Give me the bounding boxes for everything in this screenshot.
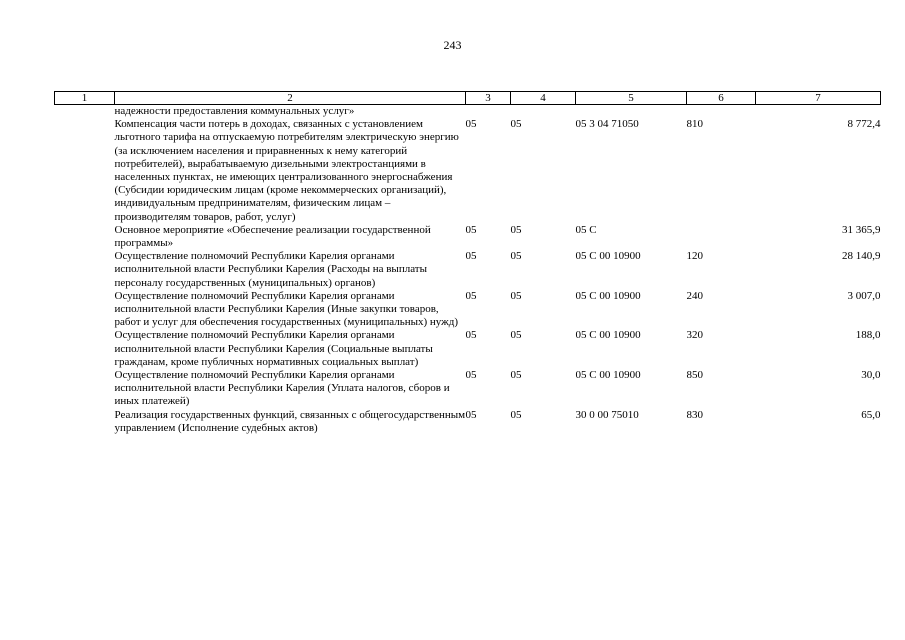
row-section: 05 (465, 118, 477, 131)
row-expense-type: 120 (686, 250, 703, 263)
column-number-header (55, 92, 881, 105)
row-expense-type: 240 (686, 289, 703, 302)
row-name: Основное мероприятие «Обеспечение реализации государственной программы» (114, 223, 431, 250)
header-col-3: 3 (466, 92, 511, 105)
row-name: Осуществление полномочий Республики Карелия органами исполнительной власти Республики Карелия (Расходы на выплаты персоналу государственных (муниципальных) органов) (114, 250, 427, 289)
row-amount: 8 772,4 (847, 118, 881, 131)
row-section: 05 (465, 329, 477, 342)
row-target-code: 05 С 00 10900 (575, 329, 641, 342)
row-subsection: 05 (510, 329, 522, 342)
header-col-1: 1 (55, 92, 115, 105)
row-target-code: 05 С 00 10900 (575, 250, 641, 263)
row-amount: 188,0 (855, 329, 881, 342)
row-section: 05 (465, 223, 477, 236)
row-amount: 3 007,0 (847, 289, 881, 302)
header-col-2: 2 (115, 92, 466, 105)
row-target-code: 05 С 00 10900 (575, 369, 641, 382)
row-name: Осуществление полномочий Республики Карелия органами исполнительной власти Республики Карелия (Уплата налогов, сборов и иных платежей) (114, 369, 450, 408)
row-amount: 65,0 (861, 408, 881, 421)
table-row (55, 329, 881, 369)
header-col-6: 6 (687, 92, 756, 105)
page-number: 243 (443, 38, 462, 52)
row-expense-type: 850 (686, 369, 703, 382)
row-expense-type: 320 (686, 329, 703, 342)
row-subsection: 05 (510, 118, 522, 131)
row-expense-type: 810 (686, 118, 703, 131)
row-section: 05 (465, 289, 477, 302)
header-col-7: 7 (756, 92, 881, 105)
row-section: 05 (465, 369, 477, 382)
row-name: Осуществление полномочий Республики Карелия органами исполнительной власти Республики Карелия (Социальные выплаты гражданам, кроме публичных нормативных социальных выплат) (114, 329, 433, 368)
row-name: Осуществление полномочий Республики Карелия органами исполнительной власти Республики Карелия (Иные закупки товаров, работ и услуг для обеспечения государственных (муниципальных) нужд) (114, 289, 459, 329)
header-col-4: 4 (511, 92, 576, 105)
row-subsection: 05 (510, 289, 522, 302)
row-target-code: 05 С (575, 223, 597, 236)
row-section: 05 (465, 408, 477, 421)
row-section: 05 (465, 250, 477, 263)
continuation-row (55, 105, 881, 119)
row-amount: 30,0 (861, 369, 881, 382)
row-amount: 31 365,9 (842, 223, 881, 236)
row-expense-type: 830 (686, 408, 703, 421)
table-row (55, 409, 881, 435)
table-row (55, 250, 881, 290)
row-target-code: 05 С 00 10900 (575, 289, 641, 302)
continuation-text: надежности предоставления коммунальных услуг» (114, 105, 355, 117)
row-target-code: 30 0 00 75010 (575, 408, 639, 421)
table-row (55, 224, 881, 250)
row-expense-type (687, 224, 756, 250)
row-name: Компенсация части потерь в доходах, связанных с установлением льготного тарифа на отпускаемую потребителям электрическую энергию (за исключением населения и приравненных к нему категорий потребителей), вырабатываемую дизельными электростанциями в населенных пунктах, не имеющих централизованного энергоснабжения (Субсидии юридическим лицам (кроме некоммерческих организаций), индивидуальным предпринимателям, физическим лицам – производителям товаров, работ, услуг) (114, 118, 459, 223)
table-row (55, 369, 881, 409)
row-amount: 28 140,9 (842, 250, 881, 263)
row-target-code: 05 3 04 71050 (575, 118, 639, 131)
row-name: Реализация государственных функций, связанных с общегосударственным управлением (Исполнение судебных актов) (114, 408, 466, 434)
budget-table (54, 91, 881, 435)
row-subsection: 05 (510, 369, 522, 382)
table-row (55, 290, 881, 330)
row-subsection: 05 (510, 223, 522, 236)
table-row (55, 118, 881, 224)
row-subsection: 05 (510, 408, 522, 421)
row-subsection: 05 (510, 250, 522, 263)
header-col-5: 5 (576, 92, 687, 105)
